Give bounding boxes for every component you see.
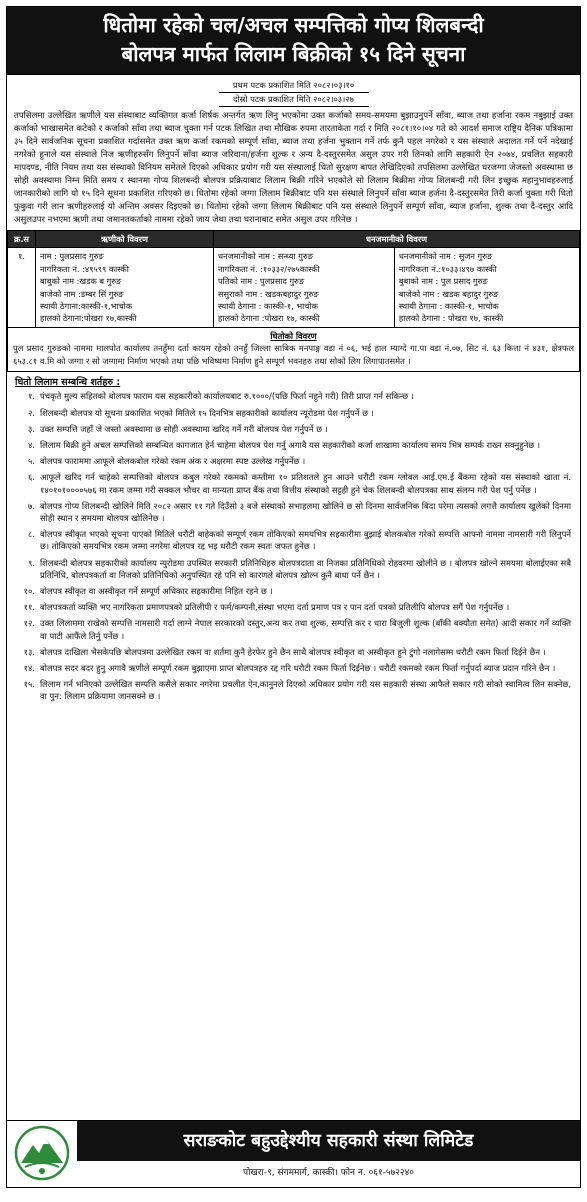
guarantor-line: नागरिकता नं. :१०३३२/२७५कास्की — [218, 263, 320, 274]
guarantor-line: ससुराको नाम : खडकबहादुर गुरुङ — [218, 288, 319, 299]
list-item — [13, 455, 571, 467]
header-guarantor: धनजमानीको विवरण — [214, 231, 580, 248]
first-publish-date: प्रथम पटक प्रकाशित मिति २०८२।०३।१० — [219, 79, 369, 93]
term-text: बोलपत्र दाखिला भैसकेपछि बोलपत्रमा उल्लेखित रकम वा शर्तमा कुनै हेरफेर हुने छैन साथै बोलपत्र स्वीकृत वा अस्वीकृत हुने टुंगो नलागेसम्म धरौटी रकम फिर्ता दिईने छैन । — [40, 646, 546, 657]
debtor-line: हालको ठेगाना:पोखरा १७,कास्की — [40, 313, 137, 324]
notice-title — [7, 7, 580, 75]
debtor-line: स्थायी ठेगाना:कास्की-१,भाचोक — [40, 301, 133, 312]
list-item — [13, 557, 571, 581]
list-item — [13, 646, 571, 658]
guarantor-line: पतिको नाम : पुलप्रसाद गुरुङ — [218, 276, 305, 287]
guarantor-line: बाजेको नाम : खडक बहादुर गुरुङ — [398, 288, 499, 299]
notice-title-line1: धितोमा रहेको चल/अचल सम्पत्तिको गोप्य शिलबन्दी — [103, 13, 484, 37]
term-text: बोलपत्र स्वीकृत भएको सूचना पाएको मितिले धरौटी बाहेकको सम्पूर्ण रकम तोकिएको समयभित्र सहकारीमा बुझाई बोलकबोल गरेको सम्पत्ति आफ्नो नाममा नामसारी गरी लिनुपर्ने छ। तोकिएको समयभित्र रकम जम्मा नगरेमा बोलपत्र रद्द भइ धरौटी रकम स्वतः जफत हुनेछ । — [40, 529, 571, 552]
term-text: पंचकृते मुल्य सहितको बोलपत्र फाराम यस सहकारीको कार्यालयबाट रु.१०००/(पछि फिर्ता नहुने गरी) तिरी प्राप्त गर्न सकिन्छ । — [40, 391, 414, 402]
guarantor-line: बुबाको नाम : पुल प्रसाद गुरुङ — [398, 276, 488, 287]
debtor-line: बाबुको नाम :खडक ब गुरुङ — [40, 276, 122, 287]
term-number: १०. — [23, 585, 35, 596]
guarantor-1-details — [214, 248, 395, 327]
guarantor-line: स्थायी ठेगाना : कास्की-१, भाचोक — [398, 301, 499, 312]
term-text: लिलाम गर्न भनिएको उल्लेखित सम्पत्ति कसैले सकार नगरेमा प्रचलीत ऐन,कानुनले दिएको अधिकार प्रयोग गरी यस सहकारी संस्था आफैले सकार गरी सोको स्वामित्व लिन सक्नेछ, वा पुन: लिलाम प्रक्रियामा जानसक्ने छ । — [40, 679, 571, 702]
debtor-details — [36, 248, 214, 327]
footer — [7, 1120, 580, 1187]
term-number: १. — [27, 391, 35, 402]
org-name: सराङकोट बहुउद्देश्यीय सहकारी संस्था लिमिटेड — [77, 1121, 580, 1161]
list-item — [13, 439, 571, 451]
term-text: उक्त सम्पत्ति जहाँ जे जस्तो अवस्थामा छ सोही अवस्थामा खरिद गर्ने गरी बोलपत्र पेश गर्नुपर्ने छ । — [40, 423, 328, 434]
list-item — [13, 601, 571, 613]
list-item — [13, 528, 571, 552]
term-number: १२. — [23, 618, 35, 629]
debtor-table-header — [8, 231, 580, 248]
term-number: ८. — [27, 529, 35, 540]
cooperative-logo-icon — [13, 1125, 71, 1181]
list-item — [13, 500, 571, 524]
list-item — [13, 471, 571, 495]
term-text: बोलपत्र फाराममा आफूले बोलकबोल गरेको रकम अंक र अक्षरमा स्पष्ट उल्लेख गर्नुपर्नेछ । — [40, 456, 306, 467]
list-item — [13, 678, 571, 702]
term-number: ११. — [23, 602, 35, 613]
debtor-line: नाम : पुलप्रसाद गुरुङ — [40, 251, 104, 262]
term-text: बोलपत्रकर्ता व्यक्ति भए नागरिकता प्रमाणपत्रको प्रतिलीपी र फर्म/कम्पनी,संस्था भएमा दर्ता प्रमाण पत्र र पान दर्ता पत्रको प्रतिलीपि बोलपत्र सगैं पेश गर्नुपर्नेछ । — [40, 602, 510, 613]
list-item — [13, 407, 571, 419]
term-number: ९. — [27, 557, 35, 568]
terms-heading: धितो लिलाम सम्बन्धि शर्तहरु : — [15, 377, 121, 389]
guarantor-line: स्थायी ठेगाना : कास्की-१, भाचोक — [218, 301, 318, 312]
table-row — [8, 248, 580, 327]
term-number: १५. — [23, 679, 35, 690]
term-text: बोलपत्र गोप्य शिलबन्दी खोलिने मिति २०८२ असार ११ गते दिउँसो ३ बजे संस्थाको सभाहलमा खोलिने छ सो दिनमा सार्वजनिक बिदा परेमा त्यसको लगत्तै कार्यालय खुलेको दिनमा सोही स्थान र समयमा बोलपत्र खोलिनेछ । — [40, 500, 571, 523]
guarantor-line: धनजमानीको नाम : सुजन गुरुङ — [398, 251, 493, 262]
term-text: शिलबन्दी बोलपत्र सहकारीको कार्यालय न्युरोडमा उपस्थित सरकारी प्रतिनिधिहरु बोलपत्रदाता वा निजका प्रतिनिधिको रोहवरमा खोलीने छ । बोलपत्र खोल्ने समयमा बोलाईएका सबै प्रतिनिधि, बोलपत्रकर्ता वा निजको प्रतिनिधिको अनुपस्थित रहे पनि सो कारणले बोलपत्र खोल्न कुनै बाधा पर्ने छैन । — [40, 557, 571, 580]
term-number: १३. — [23, 646, 35, 657]
list-item — [13, 617, 571, 641]
debtor-table — [7, 230, 580, 328]
org-address: पोखरा-९, संगममार्ग, कास्की। फोन न. ०६१-५७२२४० — [243, 1168, 414, 1178]
term-number: ७. — [27, 500, 35, 511]
guarantor-line: हालको ठेगाना :पोखरा १७, कास्की — [218, 313, 320, 324]
term-number: ४. — [27, 439, 35, 450]
term-text: बोलपत्र सदर बदर हुनु अगावै ऋणीले सम्पूर्ण रकम बुझाएमा प्राप्त बोलपत्रहरु रद्द गरि धरौटी रकम फिर्ता दिईनेछ । धरौटी रकमको रकम फिर्ता गर्नुपर्दा ब्याज प्रदान गरिने छैन । — [40, 663, 556, 673]
list-item — [13, 423, 571, 435]
notice-title-line2: बोलपत्र मार्फत लिलाम बिक्रीको १५ दिने सूचना — [121, 42, 466, 66]
term-number: ५. — [27, 456, 35, 467]
intro-paragraph: तपसिलमा उल्लेखित ऋणीले यस संस्थाबाट व्यक्तिगत कर्जा शिर्षक अन्तर्गत ऋण लिनु भएकोमा उक्त कर्जाको समय-समयमा बुझाउनुपर्ने साँवा, ब्याज तथा हर्जाना रकम नबुझाई उक्त कर्जाको भाखासमेत कटेको र कर्जाको साँवा तथा ब्याज चुक्ता गर्न पटक लिखित तथा मौखिक रुपमा तारताकेता गर्दा र मिति २०८१।१०।०४ गते को आदर्श समाज राष्ट्रिय दैनिक पत्रिकामा ३५ दिने सार्वजनिक सूचना प्रकाशित गर्दासमेत उक्त ऋण कर्जा रकमको सम्पूर्ण साँवा, ब्याज तथा हर्जना भुक्तान गर्ने तर्फ कुनै पहल नगरेको र यस संस्थाले अदालत गर्ने पर्ने नदेखाई नगरेको हुनाले यस संस्थाले निज ऋणीहरुसँग लिनुपर्ने साँवा ब्याज जरिवाना/हर्जना शुल्क र अन्य दै-दस्तुरसमेत असुल उपर गरी लिनको लागि सहकारी ऐन २०७४, प्रचलित सहकारी मापदण्ड, नीति नियम तथा यस संस्थाको विनियम समेतले दिएको अधिकार प्रयोग गरी यस संस्थालाई धितो सुरक्षण बापत लेखिदिएको तपसिलमा उल्लेखित घरजग्गा जेजस्तो अवस्थामा छ सोही अवस्थामा निम्न मिति समय र स्थानमा गोप्य शिलबन्दी बोलपत्र प्रक्रियाबाट लिलाम बिक्री गरिने भएकोले सो लिलाम बिक्रीमा गोप्य शिलबन्दी गरी लिन इच्छुक महानुभावहरुलाई जानकारीको लागि यो १५ दिने सूचना प्रकाशित गरिएको छ। धितोमा रहेको जग्गा लिलाम बिक्रीबाट पनि यस संस्थाले लिनुपर्ने साँवा ब्याज हर्जना दै-दस्तुरसमेत तिरी कर्जा चुक्ता गरी धितो फुकुवा गरी लान ऋणीहरुलाई यो अन्तिम अवसर दिइएको छ। धितोमा रहेको जग्गा लिलाम बिक्रीबाट पनि यस संस्थाले लिनुपर्ने सम्पूर्ण साँवा, ब्याज हर्जाना, शुल्क तथा दै-दस्तुर आदि असुलउपर नभएमा ऋणी तथा जमानतकर्ताको नाममा रहेको जाय जेथा तथा घरानाबाट समेत असुल उपर गरिनेछ । — [14, 111, 573, 225]
collateral-heading: धितोको विवरण — [270, 330, 317, 341]
list-item — [13, 390, 571, 402]
collateral-text: पुल प्रसाद गुरुङको नाममा मालपोत कार्यालय तनहुँमा दर्ता कायम रहेको तनहुँ जिल्ला साबिक मनपाङ्ग वडा नं ०६, भई हाल म्याग्दे गा.पा वडा नं.०७, सिट नं. ६३ कित्ता नं ४३१, क्षेत्रफल ६५३.८१ व.मि को जग्गा र सो जग्गामा निर्माण भएको तथा पछि भविष्यमा निर्माण हुने सम्पूर्ण भवनहरु तथा सोको लिग लिगापातसमेत । — [13, 343, 574, 366]
term-text: लिलाम बिक्री हुने अचल सम्पत्तिको सम्बन्धित कागजात हेर्न चाहेमा बोलपत्र पेश गर्नु अगावै यस सहकारीको कर्जा शाखामा कार्यालय समय भित्र सम्पर्क राख्न सक्नुहुनेछ । — [40, 439, 541, 450]
header-debtor: ऋणीको विवरण — [36, 231, 214, 248]
term-text: बोलपत्र स्वीकृत वा अस्वीकृत गर्ने सम्पूर्ण अधिकार सहकारीमा निहित रहने छ । — [40, 585, 273, 596]
debtor-line: बाजेको नाम :डम्बर सिं गुरुङ — [40, 288, 124, 299]
list-item — [13, 662, 571, 674]
term-number: ६. — [27, 472, 35, 483]
term-text: शिलबन्दी बोलपत्र यो सूचना प्रकाशित भएको मितिले १५ दिनभित्र सहकारीको कार्यालय न्यूरोडमा पेश गर्नुपर्ने छ । — [40, 407, 374, 418]
second-publish-date: दोस्रो पटक प्रकाशित मिति २०८२।०३।२७ — [219, 93, 369, 107]
term-number: १४. — [23, 663, 35, 673]
debtor-line: नागरिकता नं. :४९५९९ कास्की — [40, 263, 129, 274]
list-item — [13, 585, 571, 597]
collateral-section — [7, 328, 580, 373]
term-text: आफूले खरिद गर्न चाहेको सम्पत्तिको बोलपत्र कबुल गरेको रकमको कम्तीमा १० प्रतिशतले हुन आउने धरौटी रकम ग्लोबल आई.एम.ई बैंकमा रहेको यस संस्थाको खाता नं. १४०१०१००००५७६ मा रकम जम्मा गरी सक्कल भौचर वा मान्यता प्राप्त बैंक तथा वित्तीय संस्थाको सट्टही हुने चेक शिलबन्दी बोलपत्रका साथ संलग्न गरी पेश पर्नु पर्नेछ । — [40, 472, 572, 495]
guarantor-line: नागरिकता नं.:१०३३।४९७ कास्की — [398, 263, 497, 274]
notice-page — [6, 6, 581, 1188]
terms-list — [7, 390, 580, 702]
guarantor-line: हालको ठेगाना : पोखरा १७, कास्की — [398, 313, 504, 324]
term-text: उक्त लिलाममा राखेको सम्पत्ति नामसारी गर्दा लाग्ने नेपाल सरकारको दस्तुर,अन्य कर तथा शुल्क, सम्पत्ति कर र धारा बिजुली शुल्क (बाँकी बक्यौता समेत) आदी सकार गर्ने व्यक्ति वा पाटी आफैंले तिर्नु पर्नेछ । — [40, 618, 571, 641]
header-sn: क्र.स — [8, 231, 36, 248]
guarantor-2-details — [394, 248, 579, 327]
term-number: २. — [27, 407, 35, 418]
publish-dates — [219, 79, 369, 107]
row-sn: १. — [8, 248, 36, 327]
term-number: ३. — [27, 423, 35, 434]
guarantor-line: धनजमानीको नाम : सन्ध्या गुरुङ — [218, 251, 313, 262]
